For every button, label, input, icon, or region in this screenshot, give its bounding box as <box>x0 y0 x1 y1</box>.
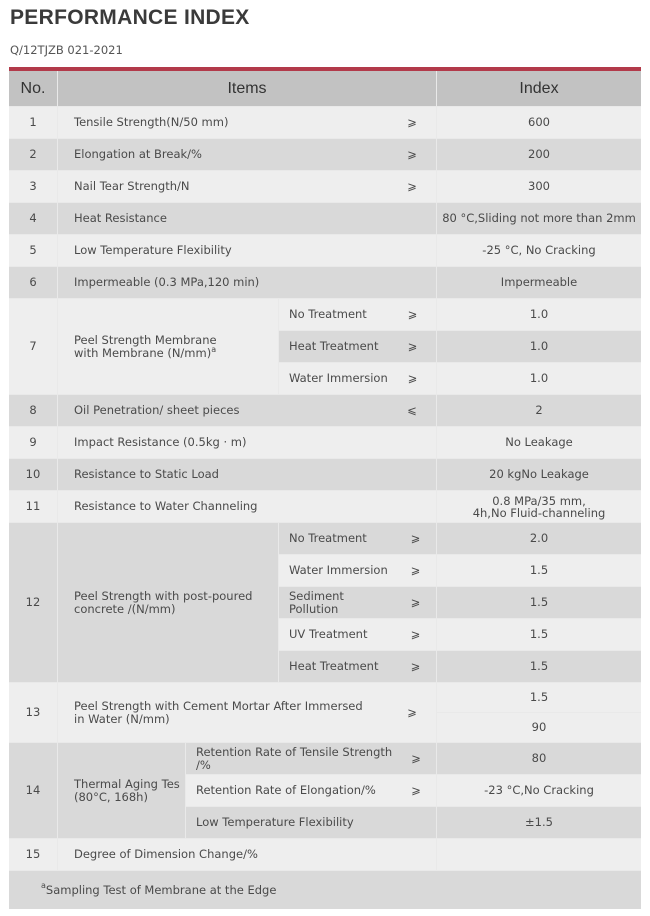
row-item: Impact Resistance (0.5kg · m) <box>58 427 436 458</box>
row-no: 9 <box>9 427 57 458</box>
sub-index: 2.0 <box>437 523 641 554</box>
row-index-group <box>437 491 641 522</box>
row-index-line1: 0.8 MPa/35 mm, <box>492 493 586 508</box>
row-no: 11 <box>9 491 57 522</box>
sub-label: Heat Treatment <box>279 651 395 682</box>
sub-index: 1.5 <box>437 619 641 650</box>
sub-comparator: ⩾ <box>395 619 436 650</box>
row-item: Heat Resistance <box>58 203 436 234</box>
sub-index: 1.0 <box>437 363 641 394</box>
row-no: 14 <box>9 743 57 838</box>
row-index: Impermeable <box>437 267 641 298</box>
sub-comparator: ⩾ <box>396 743 436 774</box>
sub-label: Retention Rate of Tensile Strength /% <box>186 743 396 774</box>
row-item-group <box>58 523 278 682</box>
row-index: 80 °C,Sliding not more than 2mm <box>437 203 641 234</box>
row-no: 1 <box>9 107 57 138</box>
sub-label: UV Treatment <box>279 619 395 650</box>
sub-label: No Treatment <box>279 523 395 554</box>
row-item-group <box>58 683 388 742</box>
sub-comparator: ⩾ <box>395 523 436 554</box>
row-no: 3 <box>9 171 57 202</box>
col-header-no: No. <box>9 71 57 106</box>
row-no: 6 <box>9 267 57 298</box>
row-comparator: ⩾ <box>388 139 436 170</box>
row-item: Impermeable (0.3 MPa,120 min) <box>58 267 436 298</box>
row-comparator: ⩾ <box>388 171 436 202</box>
row-index: 2 <box>437 395 641 426</box>
sub-index: 1.5 <box>437 555 641 586</box>
row-item-group <box>58 299 278 394</box>
sub-index: 1.5 <box>437 651 641 682</box>
sub-comparator <box>396 807 436 838</box>
footnote-marker: a <box>41 880 46 890</box>
row-comparator: ⩽ <box>388 395 436 426</box>
row-item: Resistance to Water Channeling <box>58 491 436 522</box>
sub-label: Sediment Pollution <box>279 587 395 618</box>
col-header-index: Index <box>437 71 641 106</box>
sub-index: 80 <box>437 743 641 774</box>
footnote-text: Sampling Test of Membrane at the Edge <box>45 882 277 897</box>
row-item-line2: with Membrane (N/mm) <box>74 345 212 360</box>
sub-index: -23 °C,No Cracking <box>437 775 641 806</box>
row-index-b: 90 <box>437 713 641 742</box>
row-item: Oil Penetration/ sheet pieces <box>58 395 388 426</box>
sub-label: Water Immersion <box>279 555 395 586</box>
sub-label: Low Temperature Flexibility <box>186 807 396 838</box>
sub-label: Water Immersion <box>279 363 389 394</box>
row-item-line1: Peel Strength Membrane <box>74 332 217 347</box>
row-no: 13 <box>9 683 57 742</box>
performance-table <box>9 71 641 909</box>
row-no: 2 <box>9 139 57 170</box>
row-comparator: ⩾ <box>388 683 436 742</box>
row-index: 200 <box>437 139 641 170</box>
row-index: -25 °C, No Cracking <box>437 235 641 266</box>
sub-label: Retention Rate of Elongation/% <box>186 775 396 806</box>
page-title: PERFORMANCE INDEX <box>10 6 250 29</box>
row-item-line1: Peel Strength with Cement Mortar After Immersed <box>74 698 363 713</box>
table-footnote <box>9 871 641 909</box>
row-item: Low Temperature Flexibility <box>58 235 436 266</box>
sub-comparator: ⩾ <box>395 555 436 586</box>
row-item: Resistance to Static Load <box>58 459 436 490</box>
sub-comparator: ⩾ <box>389 299 436 330</box>
row-index: No Leakage <box>437 427 641 458</box>
row-no: 4 <box>9 203 57 234</box>
row-item: Nail Tear Strength/N <box>58 171 388 202</box>
footnote-marker: a <box>211 344 217 354</box>
row-index-a: 1.5 <box>437 683 641 712</box>
row-index <box>437 839 641 870</box>
sub-comparator: ⩾ <box>395 587 436 618</box>
row-no: 8 <box>9 395 57 426</box>
row-no: 15 <box>9 839 57 870</box>
row-item-line2: in Water (N/mm) <box>74 711 170 726</box>
row-index: 600 <box>437 107 641 138</box>
row-item-group <box>58 743 185 838</box>
row-item-line1: Peel Strength with post-poured <box>74 588 253 603</box>
row-item-line1: Thermal Aging Tes <box>74 776 180 791</box>
row-no: 5 <box>9 235 57 266</box>
row-item: Degree of Dimension Change/% <box>58 839 436 870</box>
sub-index: 1.5 <box>437 587 641 618</box>
row-index-line2: 4h,No Fluid-channeling <box>472 505 606 520</box>
sub-label: Heat Treatment <box>279 331 389 362</box>
sub-comparator: ⩾ <box>389 331 436 362</box>
standard-code: Q/12TJZB 021-2021 <box>10 43 123 57</box>
sub-label: No Treatment <box>279 299 389 330</box>
sub-index: 1.0 <box>437 299 641 330</box>
row-item-line2: (80°C, 168h) <box>74 789 148 804</box>
row-index: 20 kgNo Leakage <box>437 459 641 490</box>
sub-index: 1.0 <box>437 331 641 362</box>
row-comparator: ⩾ <box>388 107 436 138</box>
row-item-line2-wrap <box>74 344 217 360</box>
col-header-items: Items <box>58 71 436 106</box>
row-no: 7 <box>9 299 57 394</box>
row-index: 300 <box>437 171 641 202</box>
row-item: Tensile Strength(N/50 mm) <box>58 107 388 138</box>
row-item-line2: concrete /(N/mm) <box>74 601 176 616</box>
sub-comparator: ⩾ <box>396 775 436 806</box>
sub-comparator: ⩾ <box>395 651 436 682</box>
row-no: 12 <box>9 523 57 682</box>
row-item: Elongation at Break/% <box>58 139 388 170</box>
sub-index: ±1.5 <box>437 807 641 838</box>
row-no: 10 <box>9 459 57 490</box>
sub-comparator: ⩾ <box>389 363 436 394</box>
